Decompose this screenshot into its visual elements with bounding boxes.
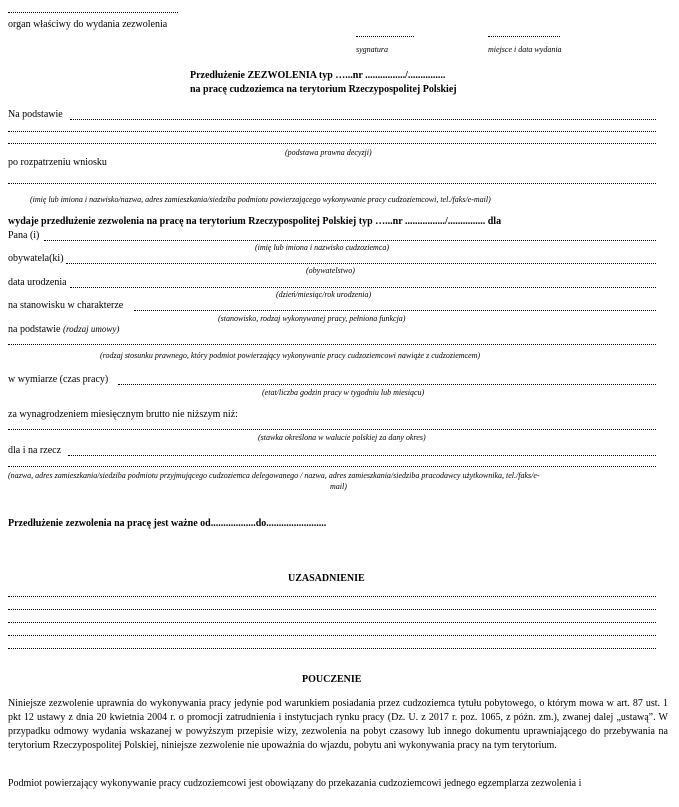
authority-caption: organ właściwy do wydania zezwolenia (8, 19, 168, 30)
contract-label-italic: (rodzaj umowy) (63, 324, 120, 334)
justification-line-3[interactable] (8, 622, 656, 623)
citizenship-caption: (obywatelstwo) (306, 266, 355, 275)
instruction-paragraph-1: Niniejsze zezwolenie uprawnia do wykonywania pracy jedynie pod warunkiem posiadania przez cudzoziemca tytułu pobytowego, o którym mowa w art. 87 ust. 1 pkt 12 ustawy z dnia 20 kwietnia 2004 r. o promocji zatrudnienia i instytucjach rynku pracy (Dz. U. z 2017 r. poz. 1065, z późn. zm.), zwanej dalej „ustawą”. W przypadku odmowy wydania wskazanej w powyższym przepisie wizy, zezwolenia na pobyt czasowy lub innego dokumentu uprawniającego do przebywania na terytorium Rzeczypospolitej Polskiej, niniejsze zezwolenie nie upoważnia do wjazdu, pobytu ani wykonywania pracy na tym terytorium. (8, 698, 668, 751)
issue-statement: wydaje przedłużenie zezwolenia na pracę na terytorium Rzeczypospolitej Polskiej typ …...nr ................/............... dla (8, 216, 502, 227)
citizenship-label: obywatela(ki) (8, 253, 64, 264)
place-date-dotted-line[interactable] (488, 36, 560, 37)
validity-statement: Przedłużenie zezwolenia na pracę jest ważne od..................do........................ (8, 518, 327, 529)
birth-label: data urodzenia (8, 277, 67, 288)
contract-field[interactable] (8, 344, 656, 345)
entity-field[interactable] (8, 183, 656, 184)
for-caption-line-1: (nazwa, adres zamieszkania/siedziba podmiotu przyjmującego cudzoziemca delegowanego / nazwa, adres zamieszkania/siedziba pracodawcy użytkownika, tel./faks/e- (8, 471, 540, 480)
birth-caption: (dzień/miesiąc/rok urodzenia) (276, 290, 372, 299)
salary-field[interactable] (8, 429, 656, 430)
citizenship-field[interactable] (66, 263, 656, 264)
title-line-2: na pracę cudzoziemca na terytorium Rzeczypospolitej Polskiej (190, 84, 457, 95)
authority-dotted-line[interactable] (8, 12, 178, 13)
salary-label: za wynagrodzeniem miesięcznym brutto nie niższym niż: (8, 409, 238, 420)
salary-caption: (stawka określona w walucie polskiej za dany okres) (258, 433, 426, 442)
hours-label: w wymiarze (czas pracy) (8, 374, 109, 385)
name-caption: (imię lub imiona i nazwisko cudzoziemca) (255, 243, 389, 252)
instruction-heading: POUCZENIE (302, 674, 362, 685)
contract-caption: (rodzaj stosunku prawnego, który podmiot powierzający wykonywanie pracy cudzoziemcowi nawiąże z cudzoziemcem) (100, 351, 481, 360)
birth-field[interactable] (70, 287, 656, 288)
for-field[interactable] (68, 455, 656, 456)
hours-caption: (etat/liczba godzin pracy w tygodniu lub miesiącu) (262, 388, 425, 397)
contract-label (8, 323, 119, 336)
legal-basis-field-2[interactable] (8, 131, 656, 132)
name-field[interactable] (44, 240, 656, 241)
instruction-paragraph-2: Podmiot powierzający wykonywanie pracy cudzoziemcowi jest obowiązany do przekazania cudzoziemcowi jednego egzemplarza zezwolenia i (8, 778, 582, 789)
legal-basis-caption: (podstawa prawna decyzji) (285, 148, 372, 157)
contract-label-text: na podstawie (8, 324, 61, 335)
position-caption: (stanowisko, rodzaj wykonywanej pracy, pełniona funkcja) (218, 314, 406, 323)
for-caption-line-2: mail) (330, 482, 347, 491)
justification-line-5[interactable] (8, 648, 656, 649)
hours-field[interactable] (118, 384, 656, 385)
entity-caption: (imię lub imiona i nazwisko/nazwa, adres zamieszkania/siedziba podmiotu powierzającego wykonywanie pracy cudzoziemcowi, tel./faks/e-mail) (30, 195, 491, 204)
signature-dotted-line[interactable] (356, 36, 414, 37)
after-review-label: po rozpatrzeniu wniosku (8, 157, 107, 168)
title-line-1: Przedłużenie ZEZWOLENIA typ …...nr ................/............... (190, 70, 446, 81)
legal-basis-field[interactable] (70, 119, 656, 120)
name-label: Pana (i) (8, 230, 40, 241)
legal-basis-label: Na podstawie (8, 109, 63, 120)
for-label: dla i na rzecz (8, 445, 62, 456)
justification-heading: UZASADNIENIE (288, 573, 365, 584)
position-label: na stanowisku w charakterze (8, 300, 124, 311)
justification-line-1[interactable] (8, 596, 656, 597)
place-date-caption: miejsce i data wydania (488, 45, 562, 54)
legal-basis-field-3[interactable] (8, 143, 656, 144)
justification-line-2[interactable] (8, 609, 656, 610)
justification-line-4[interactable] (8, 635, 656, 636)
for-field-2[interactable] (8, 466, 656, 467)
position-field[interactable] (134, 310, 656, 311)
signature-caption: sygnatura (356, 45, 388, 54)
